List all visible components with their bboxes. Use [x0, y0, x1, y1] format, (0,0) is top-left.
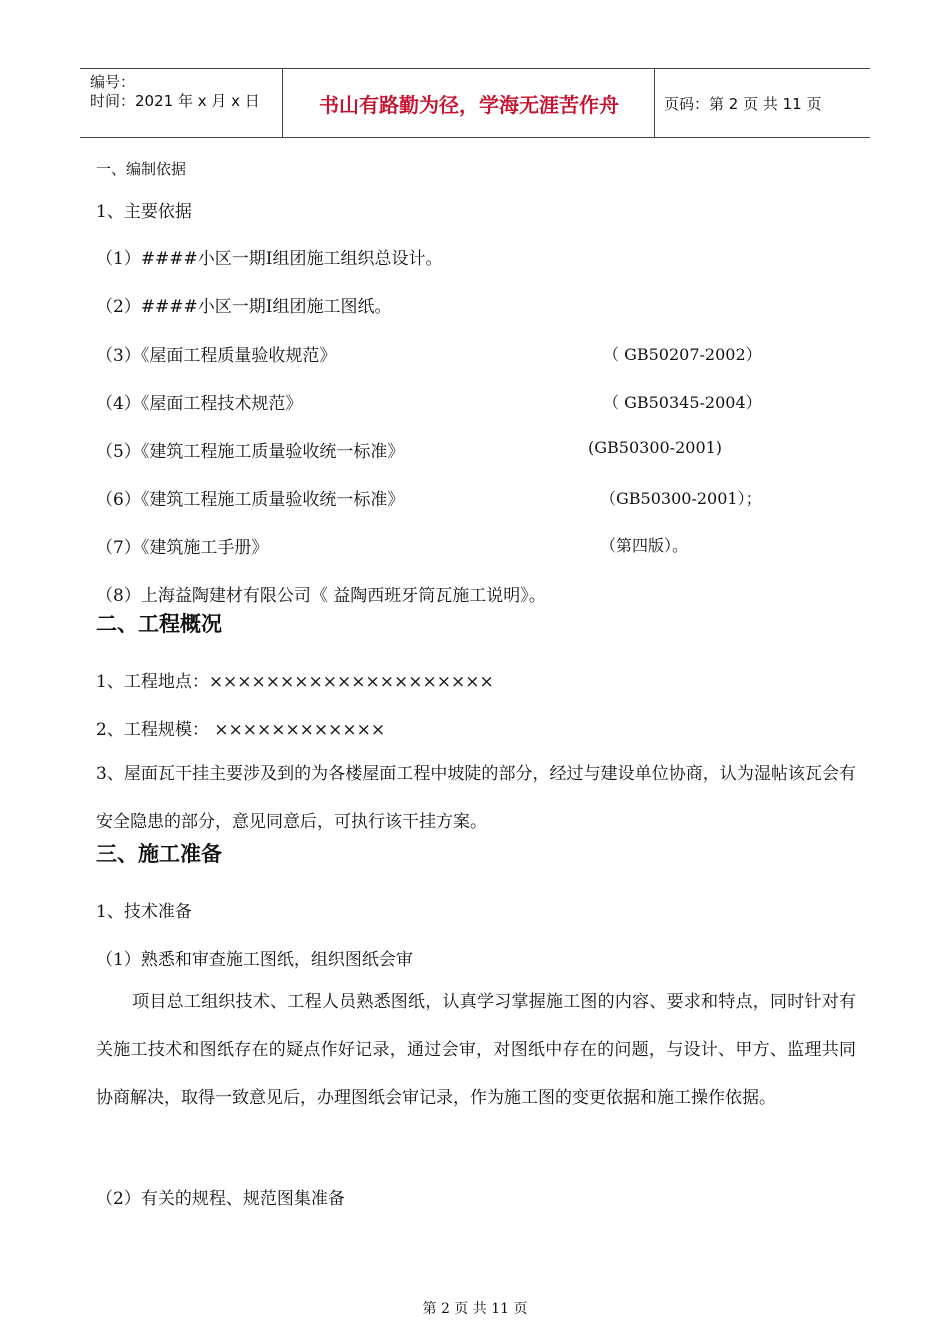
list-item: （2）有关的规程、规范图集准备: [96, 1189, 345, 1209]
section-heading: 二、工程概况: [96, 612, 222, 636]
project-description: 3、屋面瓦干挂主要涉及到的为各楼屋面工程中坡陡的部分，经过与建设单位协商，认为湿帖该瓦会有安全隐患的部分，意见同意后，可执行该干挂方案。: [96, 764, 856, 832]
header-meta: [90, 73, 260, 111]
page-footer: 第 2 页 共 11 页: [422, 1301, 528, 1317]
list-item: （1）熟悉和审查施工图纸，组织图纸会审: [96, 950, 413, 970]
section-heading: 三、施工准备: [96, 842, 222, 866]
reference-code: （第四版）。: [600, 536, 689, 555]
reference-code: (GB50300-2001): [588, 438, 723, 457]
header-page-number: 页码：第 2 页 共 11 页: [664, 94, 822, 113]
reference-item: （8）上海益陶建材有限公司《 益陶西班牙筒瓦施工说明》。: [96, 586, 546, 606]
reference-item: （7）《建筑施工手册》: [96, 538, 269, 558]
project-scale: 2、工程规模： ××××××××××××: [96, 720, 386, 740]
header-time: 时间：2021 年 x 月 x 日: [90, 92, 260, 110]
section-heading: 一、编制依据: [96, 160, 187, 178]
body-paragraph: [96, 978, 856, 1122]
reference-item: （2）####小区一期Ⅰ组团施工图纸。: [96, 297, 392, 317]
project-location: 1、工程地点：××××××××××××××××××××: [96, 672, 494, 692]
reference-code: （ GB50345-2004）: [603, 393, 762, 412]
reference-item: （5）《建筑工程施工质量验收统一标准》: [96, 442, 405, 462]
subsection-heading: 1、主要依据: [96, 202, 192, 222]
reference-item: （4）《屋面工程技术规范》: [96, 394, 303, 414]
reference-code: （ GB50207-2002）: [603, 345, 762, 364]
reference-item: （3）《屋面工程质量验收规范》: [96, 346, 337, 366]
reference-item: （1）####小区一期Ⅰ组团施工组织总设计。: [96, 249, 443, 269]
page-header: [80, 68, 870, 138]
header-divider: [654, 69, 655, 137]
reference-code: （GB50300-2001）；: [600, 489, 762, 508]
subsection-heading: 1、技术准备: [96, 902, 192, 922]
body-paragraph-text: 项目总工组织技术、工程人员熟悉图纸，认真学习掌握施工图的内容、要求和特点，同时针对有关施工技术和图纸存在的疑点作好记录，通过会审，对图纸中存在的问题，与设计、甲方、监理共同协商解决，取得一致意见后，办理图纸会审记录，作为施工图的变更依据和施工操作依据。: [96, 992, 856, 1108]
header-number: 编号：: [90, 73, 136, 91]
header-motto: 书山有路勤为径，学海无涯苦作舟: [319, 92, 619, 117]
reference-item: （6）《建筑工程施工质量验收统一标准》: [96, 490, 405, 510]
